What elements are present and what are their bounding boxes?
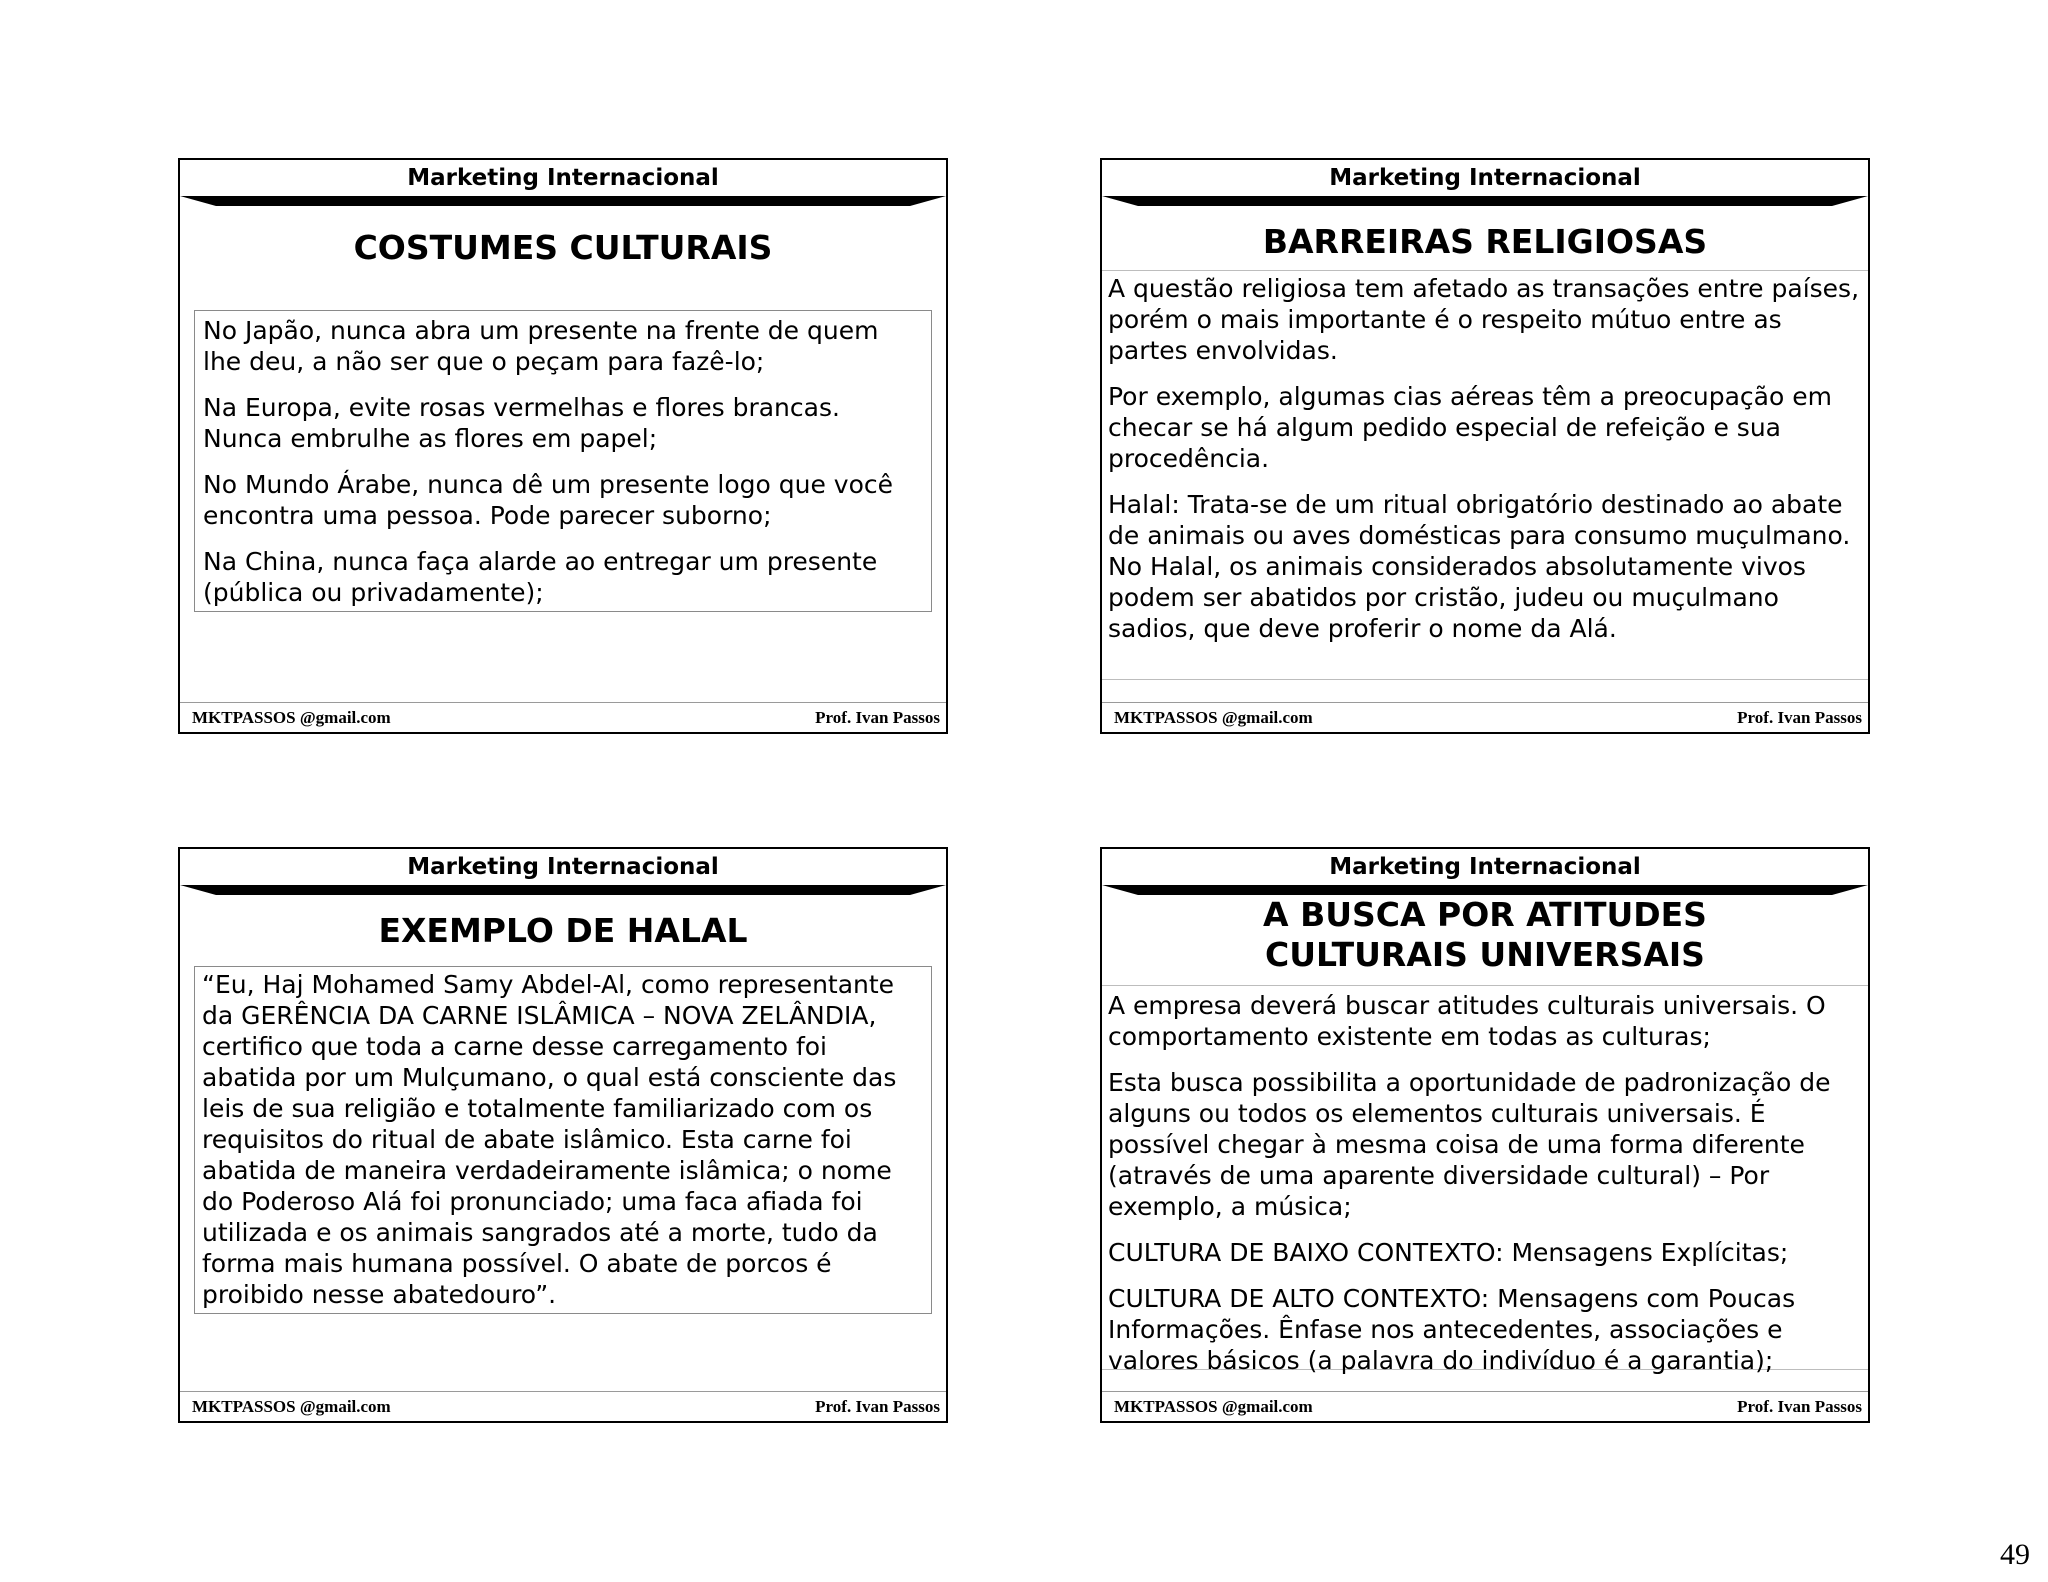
slide-title: BARREIRAS RELIGIOSAS xyxy=(1262,222,1708,261)
slide-title xyxy=(1102,895,1868,975)
page-number: 49 xyxy=(2000,1538,2030,1571)
slide-title: EXEMPLO DE HALAL xyxy=(378,911,748,950)
header-divider-bar xyxy=(1102,196,1868,208)
footer-author: Prof. Ivan Passos xyxy=(1737,1397,1862,1416)
content-paragraph: Na China, nunca faça alarde ao entregar um presente (pública ou privadamente); xyxy=(203,547,878,607)
footer-email: MKTPASSOS @gmail.com xyxy=(1114,1397,1313,1416)
footer-author: Prof. Ivan Passos xyxy=(1737,708,1862,727)
content-paragraph: Na Europa, evite rosas vermelhas e flores brancas. Nunca embrulhe as flores em papel; xyxy=(203,393,840,453)
content-paragraph: CULTURA DE BAIXO CONTEXTO: Mensagens Explícitas; xyxy=(1108,1238,1789,1267)
slide-exemplo-de-halal xyxy=(178,847,948,1423)
slide-barreiras-religiosas xyxy=(1100,158,1870,734)
slide-title-line: A BUSCA POR ATITUDES xyxy=(1263,895,1707,934)
footer-author: Prof. Ivan Passos xyxy=(815,708,940,727)
slide-content xyxy=(194,966,932,1314)
content-paragraph: Halal: Trata-se de um ritual obrigatório destinado ao abate de animais ou aves domésticas para consumo muçulmano. No Halal, os animais considerados absolutamente vivos podem ser abatidos por cristão, judeu ou muçulmano sadios, que deve proferir o nome da Alá. xyxy=(1108,490,1851,643)
footer-email: MKTPASSOS @gmail.com xyxy=(192,1397,391,1416)
slide-footer xyxy=(180,1391,946,1421)
slide-header: Marketing Internacional xyxy=(407,854,719,880)
content-paragraph: CULTURA DE ALTO CONTEXTO: Mensagens com Poucas Informações. Ênfase nos antecedentes, associações e valores básicos (a palavra do indivíduo é a garantia); xyxy=(1108,1284,1796,1375)
footer-email: MKTPASSOS @gmail.com xyxy=(192,708,391,727)
slide-footer xyxy=(180,702,946,732)
slide-content xyxy=(1102,985,1868,1375)
slide-content xyxy=(194,310,932,612)
content-paragraph: Esta busca possibilita a oportunidade de padronização de alguns ou todos os elementos culturais universais. É possível chegar à mesma coisa de uma forma diferente (através de uma aparente diversidade cultural) – Por exemplo, a música; xyxy=(1108,1068,1831,1221)
slide-footer xyxy=(1102,702,1868,732)
content-paragraph: Por exemplo, algumas cias aéreas têm a preocupação em checar se há algum pedido especial de refeição e sua procedência. xyxy=(1108,382,1832,473)
content-paragraph: A empresa deverá buscar atitudes culturais universais. O comportamento existente em todas as culturas; xyxy=(1108,991,1826,1051)
slide-header: Marketing Internacional xyxy=(407,165,719,191)
header-divider-bar xyxy=(180,196,946,208)
slide-content xyxy=(1102,270,1868,680)
content-paragraph: No Mundo Árabe, nunca dê um presente logo que você encontra uma pessoa. Pode parecer suborno; xyxy=(203,470,894,530)
header-divider-bar xyxy=(180,885,946,897)
footer-author: Prof. Ivan Passos xyxy=(815,1397,940,1416)
slide-title: COSTUMES CULTURAIS xyxy=(353,228,773,267)
content-paragraph: No Japão, nunca abra um presente na frente de quem lhe deu, a não ser que o peçam para fazê-lo; xyxy=(203,316,879,376)
footer-email: MKTPASSOS @gmail.com xyxy=(1114,708,1313,727)
slide-busca-atitudes-culturais xyxy=(1100,847,1870,1423)
slide-header: Marketing Internacional xyxy=(1329,165,1641,191)
slide-costumes-culturais xyxy=(178,158,948,734)
content-paragraph: “Eu, Haj Mohamed Samy Abdel-Al, como representante da GERÊNCIA DA CARNE ISLÂMICA – NOVA ZELÂNDIA, certifico que toda a carne desse carregamento foi abatida por um Mulçumano, o qual está consciente das leis de sua religião e totalmente familiarizado com os requisitos do ritual de abate islâmico. Esta carne foi abatida de maneira verdadeiramente islâmica; o nome do Poderoso Alá foi pronunciado; uma faca afiada foi utilizada e os animais sangrados até a morte, tudo da forma mais humana possível. O abate de porcos é proibido nesse abatedouro”. xyxy=(202,970,897,1309)
slide-header: Marketing Internacional xyxy=(1329,854,1641,880)
content-paragraph: A questão religiosa tem afetado as transações entre países, porém o mais importante é o respeito mútuo entre as partes envolvidas. xyxy=(1108,274,1860,365)
slide-footer xyxy=(1102,1391,1868,1421)
slide-title-line: CULTURAIS UNIVERSAIS xyxy=(1265,935,1705,974)
